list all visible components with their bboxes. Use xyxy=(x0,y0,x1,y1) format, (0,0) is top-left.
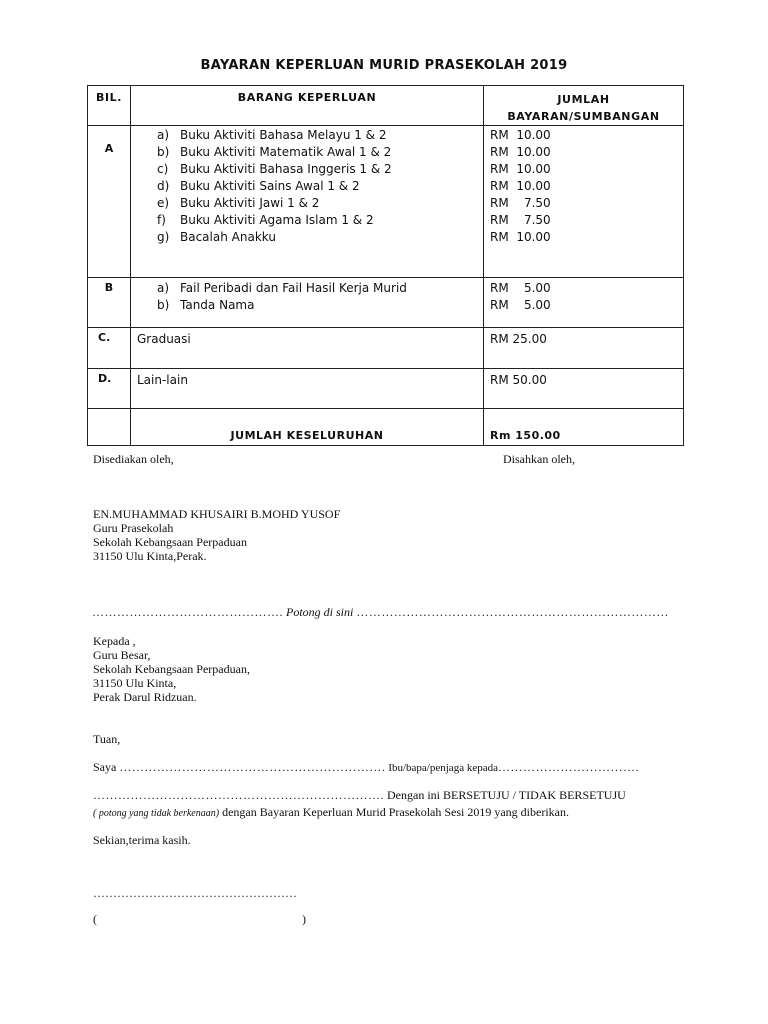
amount: RM 5.00 xyxy=(490,281,551,295)
amount: RM 10.00 xyxy=(490,230,551,244)
amount: RM 5.00 xyxy=(490,298,551,312)
list-item: g) Bacalah Anakku xyxy=(157,230,276,244)
parent-label: Ibu/bapa/penjaga kepada xyxy=(388,762,498,774)
total-amount: Rm 150.00 xyxy=(484,409,684,446)
cut-line-dots-right: ………………………………………………………………… xyxy=(356,605,669,619)
total-label: JUMLAH KESELURUHAN xyxy=(131,409,484,446)
list-item: f) Buku Aktiviti Agama Islam 1 & 2 xyxy=(157,213,374,227)
section-c-item: Graduasi xyxy=(131,328,484,369)
amount: RM 10.00 xyxy=(490,179,551,193)
strike-note: ( potong yang tidak berkenaan) xyxy=(93,808,220,819)
recipient-line-3: Sekolah Kebangsaan Perpaduan, xyxy=(93,662,250,676)
amount: RM 7.50 xyxy=(490,196,551,210)
statement-text: dengan Bayaran Keperluan Murid Prasekolah Sesi 2019 yang diberikan. xyxy=(222,805,569,819)
statement-line xyxy=(93,805,569,821)
total-bil-empty xyxy=(88,409,131,446)
recipient-line-2: Guru Besar, xyxy=(93,648,151,662)
signature-paren-open: ( xyxy=(93,912,97,926)
section-a-bil: A xyxy=(88,126,131,278)
list-item: c) Buku Aktiviti Bahasa Inggeris 1 & 2 xyxy=(157,162,392,176)
prepared-by-label: Disediakan oleh, xyxy=(93,452,174,466)
amount: RM 10.00 xyxy=(490,128,551,142)
header-jumlah-line2: BAYARAN/SUMBANGAN xyxy=(507,110,660,123)
list-item: b) Buku Aktiviti Matematik Awal 1 & 2 xyxy=(157,145,392,159)
recipient-line-5: Perak Darul Ridzuan. xyxy=(93,690,197,704)
document-title: BAYARAN KEPERLUAN MURID PRASEKOLAH 2019 xyxy=(200,58,568,73)
table-row-total xyxy=(88,409,684,446)
closing-text: Sekian,terima kasih. xyxy=(93,833,191,847)
section-b-items xyxy=(131,278,484,328)
agreement-text: Dengan ini BERSETUJU / TIDAK BERSETUJU xyxy=(387,788,626,802)
saya-dots: ………………………………………………………. xyxy=(119,760,386,774)
amount: RM 10.00 xyxy=(490,145,551,159)
section-a-amounts xyxy=(484,126,684,278)
signature-paren-close: ) xyxy=(302,912,306,926)
requirements-table xyxy=(87,85,684,446)
agreement-line xyxy=(93,788,626,802)
section-d-bil: D. xyxy=(88,369,131,409)
section-d-amount: RM 50.00 xyxy=(484,369,684,409)
parent-dots: ……………………………. xyxy=(497,760,639,774)
section-c-bil: C. xyxy=(88,328,131,369)
table-row-section-a xyxy=(88,126,684,278)
teacher-position: Guru Prasekolah xyxy=(93,521,174,535)
list-item: e) Buku Aktiviti Jawi 1 & 2 xyxy=(157,196,320,210)
list-item: d) Buku Aktiviti Sains Awal 1 & 2 xyxy=(157,179,360,193)
approved-by-label: Disahkan oleh, xyxy=(503,452,575,466)
cut-line xyxy=(92,605,669,619)
header-jumlah-line1: JUMLAH xyxy=(557,93,610,106)
cut-line-dots-left: ………………………………………. xyxy=(92,605,283,619)
table-header-row xyxy=(88,86,684,126)
amount: RM 7.50 xyxy=(490,213,551,227)
header-jumlah xyxy=(484,86,684,126)
school-address: 31150 Ulu Kinta,Perak. xyxy=(93,549,207,563)
teacher-name: EN.MUHAMMAD KHUSAIRI B.MOHD YUSOF xyxy=(93,507,341,521)
list-item: a) Buku Aktiviti Bahasa Melayu 1 & 2 xyxy=(157,128,387,142)
list-item: a) Fail Peribadi dan Fail Hasil Kerja Murid xyxy=(157,281,407,295)
table-row-section-b xyxy=(88,278,684,328)
recipient-line-1: Kepada , xyxy=(93,634,136,648)
amount: RM 10.00 xyxy=(490,162,551,176)
recipient-line-4: 31150 Ulu Kinta, xyxy=(93,676,177,690)
agreement-dots: ……………………………………………………………. xyxy=(93,788,384,802)
salutation: Tuan, xyxy=(93,732,121,746)
school-name: Sekolah Kebangsaan Perpaduan xyxy=(93,535,247,549)
signature-dots: …………………………………………… xyxy=(93,886,297,900)
table-row-section-d xyxy=(88,369,684,409)
table-row-section-c xyxy=(88,328,684,369)
section-b-amounts xyxy=(484,278,684,328)
saya-label: Saya xyxy=(93,760,117,774)
saya-line xyxy=(93,760,639,775)
section-c-amount: RM 25.00 xyxy=(484,328,684,369)
cut-line-label: Potong di sini xyxy=(286,605,354,619)
header-barang-keperluan: BARANG KEPERLUAN xyxy=(131,86,484,126)
section-b-bil: B xyxy=(88,278,131,328)
list-item: b) Tanda Nama xyxy=(157,298,255,312)
header-bil: BIL. xyxy=(88,86,131,126)
section-d-item: Lain-lain xyxy=(131,369,484,409)
section-a-items xyxy=(131,126,484,278)
